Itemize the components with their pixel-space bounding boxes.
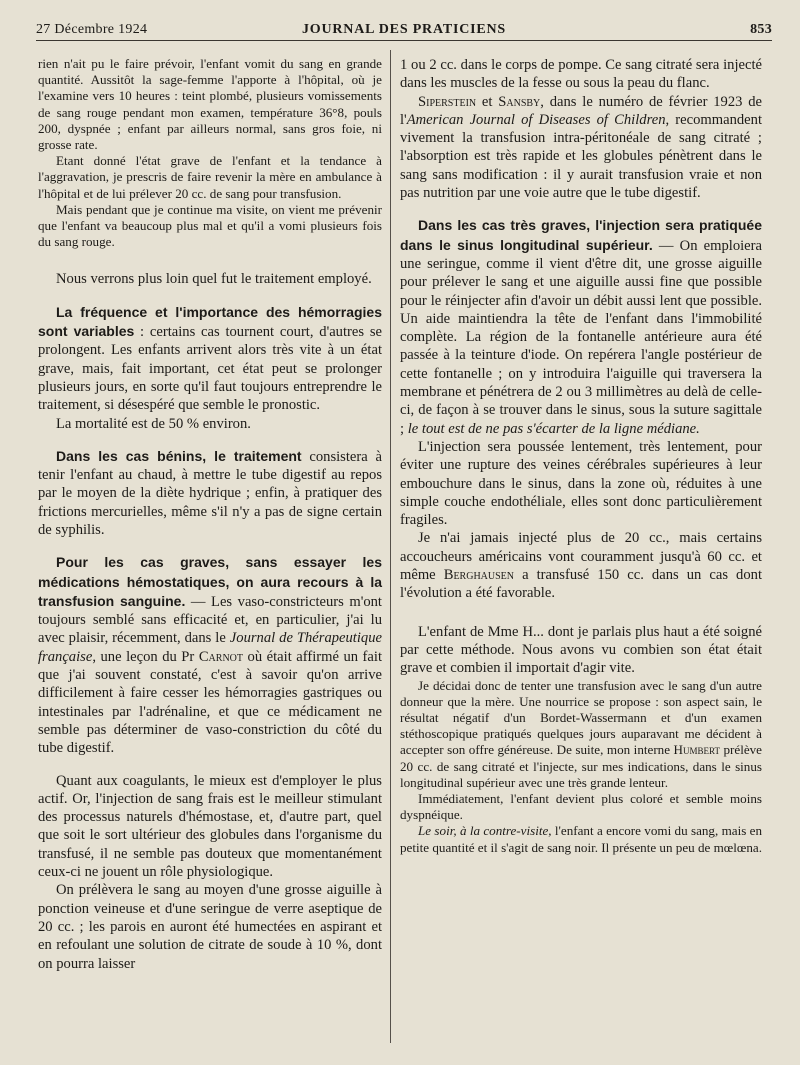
author-name: Humbert xyxy=(673,742,720,758)
section-paragraph: La fréquence et l'importance des hémorragies sont variables : certains cas tournent court, d'autres se prolongent. Les enfants arrivent alors très vite à un état grave, mais, fait important, cet état peut se prolonger plusieurs jours, en sorte qu'il faut toujours entreprendre le traitement, si désespéré que semble le pronostic. xyxy=(38,303,382,414)
left-column xyxy=(38,56,382,1045)
section-heading: La fréquence et l'importance des hémorragies sont variables xyxy=(38,303,382,340)
journal-citation: American Journal of Diseases of Children xyxy=(406,111,666,128)
page-header xyxy=(36,20,772,41)
section-heading: Pour les cas graves, sans essayer les médications hémostatiques, on aura recours à la transfusion sanguine. xyxy=(38,554,382,609)
section-paragraph: Dans les cas bénins, le traitement consistera à tenir l'enfant au chaud, à mettre le tube digestif au repos par le moyen de la diète hydrique ; enfin, à pratiquer des frictions mercurielles, même s'il n'y a pas de signe certain de syphilis. xyxy=(38,447,382,538)
body-paragraph: Nous verrons plus loin quel fut le traitement employé. xyxy=(56,271,372,288)
author-name: Berghausen xyxy=(443,567,515,584)
author-name: Sansby xyxy=(498,93,541,110)
case-report-paragraph: Mais pendant que je continue ma visite, on vient me prévenir que l'enfant va beaucoup plus mal et qu'il a vomi plusieurs fois du sang rouge. xyxy=(38,201,382,250)
case-report-paragraph: Immédiatement, l'enfant devient plus coloré et semble moins dyspnéique. xyxy=(400,790,762,823)
column-divider xyxy=(390,50,391,1043)
emphasis-text: le tout est de ne pas s'écarter de la ligne médiane. xyxy=(407,420,700,437)
body-paragraph: L'enfant de Mme H... dont je parlais plus haut a été soigné par cette méthode. Nous avons vu combien son état était grave et combien il importait d'agir vite. xyxy=(400,623,762,677)
section-paragraph: Pour les cas graves, sans essayer les médications hémostatiques, on aura recours à la transfusion sanguine. — Les vaso-constricteurs m'ont toujours semblé sans efficacité et, en particulier, j'ai lu avec plaisir, récemment, dans le Journal de Thérapeutique française, une leçon du Pr Carnot où était affirmé un fait que j'ai souvent constaté, c'est à savoir qu'on arrive difficilement à faire cesser les hémorragies gastriques ou intestinales par l'adrénaline, et que ce médicament ne semble pas déterminer de vaso-constriction du côté du tube digestif. xyxy=(38,554,383,757)
body-paragraph: Siperstein et Sansby, dans le numéro de février 1923 de l'American Journal of Diseases of Children, recommandent vivement la transfusion intra-péritonéale de sang citraté ; l'absorption est très rapide et les globules pénètrent dans le sang sans modification : il y aurait transfusion vraie et non pas nutrition par une voie autre que le tube digestif. xyxy=(400,93,763,202)
author-name: Siperstein xyxy=(418,93,477,110)
case-report-paragraph: Le soir, à la contre-visite, l'enfant a encore vomi du sang, mais en petite quantité et il s'agit de sang noir. Il présente un peu de mœlœna. xyxy=(400,823,762,855)
emphasis-text: Le soir, à la contre-visite, xyxy=(418,823,552,839)
case-report-paragraph: Etant donné l'état grave de l'enfant et la tendance à l'aggravation, je prescris de faire revenir la mère en ambulance à l'hôpital et de lui prélever 20 cc. de sang pour transfusion. xyxy=(38,153,382,201)
body-paragraph: Quant aux coagulants, le mieux est d'employer le plus actif. Or, l'injection de sang frais est le meilleur stimulant des processus naturels d'hémostase, et, d'autre part, quel que soit le sort ultérieur des globules dans l'organisme du transfusé, il ne semble pas douteux que momentanément ceux-ci ne jouent un rôle physiologique. xyxy=(38,772,382,881)
body-paragraph: 1 ou 2 cc. dans le corps de pompe. Ce sang citraté sera injecté dans les muscles de la fesse ou sous la peau du flanc. xyxy=(400,57,762,92)
section-heading: Dans les cas très graves, l'injection sera pratiquée dans le sinus longitudinal supérieur. xyxy=(400,217,762,253)
body-paragraph: Je n'ai jamais injecté plus de 20 cc., mais certains accoucheurs américains vont couramment jusqu'à 60 cc. et même Berghausen a transfusé 150 cc. dans un cas dont l'évolution a été favorable. xyxy=(400,530,763,602)
section-paragraph: Dans les cas très graves, l'injection sera pratiquée dans le sinus longitudinal supérieur. — On emploiera une seringue, comme il vient d'être dit, une grosse aiguille pour prélever le sang et une aiguille aussi fine que possible pour le réinjecter afin d'avoir un débit aussi lent que possible. Un aide maintiendra la tête de l'enfant dans l'immobilité complète. La région de la fontanelle antérieure aura été passée à la teinture d'iode. On repérera l'angle postérieur de cette fontanelle ; on y introduira l'aiguille qui traversera la membrane et pénétrera de 2 ou 3 millimètres au delà de celle-ci, de façon à se trouver dans le sinus, sous la suture sagittale ; le tout est de ne pas s'écarter de la ligne médiane. xyxy=(400,217,762,437)
journal-citation: Journal de Thérapeutique française xyxy=(38,630,382,665)
body-paragraph: La mortalité est de 50 % environ. xyxy=(56,415,251,432)
case-report-paragraph: Je décidai donc de tenter une transfusion avec le sang d'un autre donneur que la mère. Une nourrice se propose : son aspect sain, le résultat négatif d'un Bordet-Wassermann et d'un examen stéthoscopique pratiqués quelques jours auparavant me décident à accepter son offre généreuse. De suite, mon interne Humbert prélève 20 cc. de sang citraté et l'injecte, sur mes indications, dans le sinus longitudinal supérieur avec une très grande lenteur. xyxy=(400,677,762,790)
section-heading: Dans les cas bénins, le traitement xyxy=(56,447,302,464)
author-name: Carnot xyxy=(198,648,243,665)
body-paragraph: L'injection sera poussée lentement, très lentement, pour éviter une rupture des veines cérébrales supérieures à leur embouchure dans le sinus, dans la zone où, réduites à une simple couche endothéliale, elles sont donc particulièrement fragiles. xyxy=(400,438,762,529)
case-report-paragraph: rien n'ait pu le faire prévoir, l'enfant vomit du sang en grande quantité. Aussitôt la sage-femme l'apporte à l'hôpital, où je l'examine vers 10 heures : teint plombé, plusieurs vomissements de sang rouge pendant mon examen, température 36°8, pouls 200, dyspnée ; enfant par ailleurs normal, sans gros foie, ni grosse rate. xyxy=(38,56,382,153)
right-column xyxy=(400,56,762,1045)
issue-date: 27 Décembre 1924 xyxy=(36,22,148,37)
body-paragraph: On prélèvera le sang au moyen d'une grosse aiguille à ponction veineuse et d'une seringue de verre aseptique de 20 cc. ; les parois en auront été humectées en aspirant et en refoulant une solution de citrate de soude à 10 %, dont on pourra laisser xyxy=(38,882,382,972)
page-number: 853 xyxy=(750,22,772,37)
journal-title: JOURNAL DES PRATICIENS xyxy=(301,22,507,37)
